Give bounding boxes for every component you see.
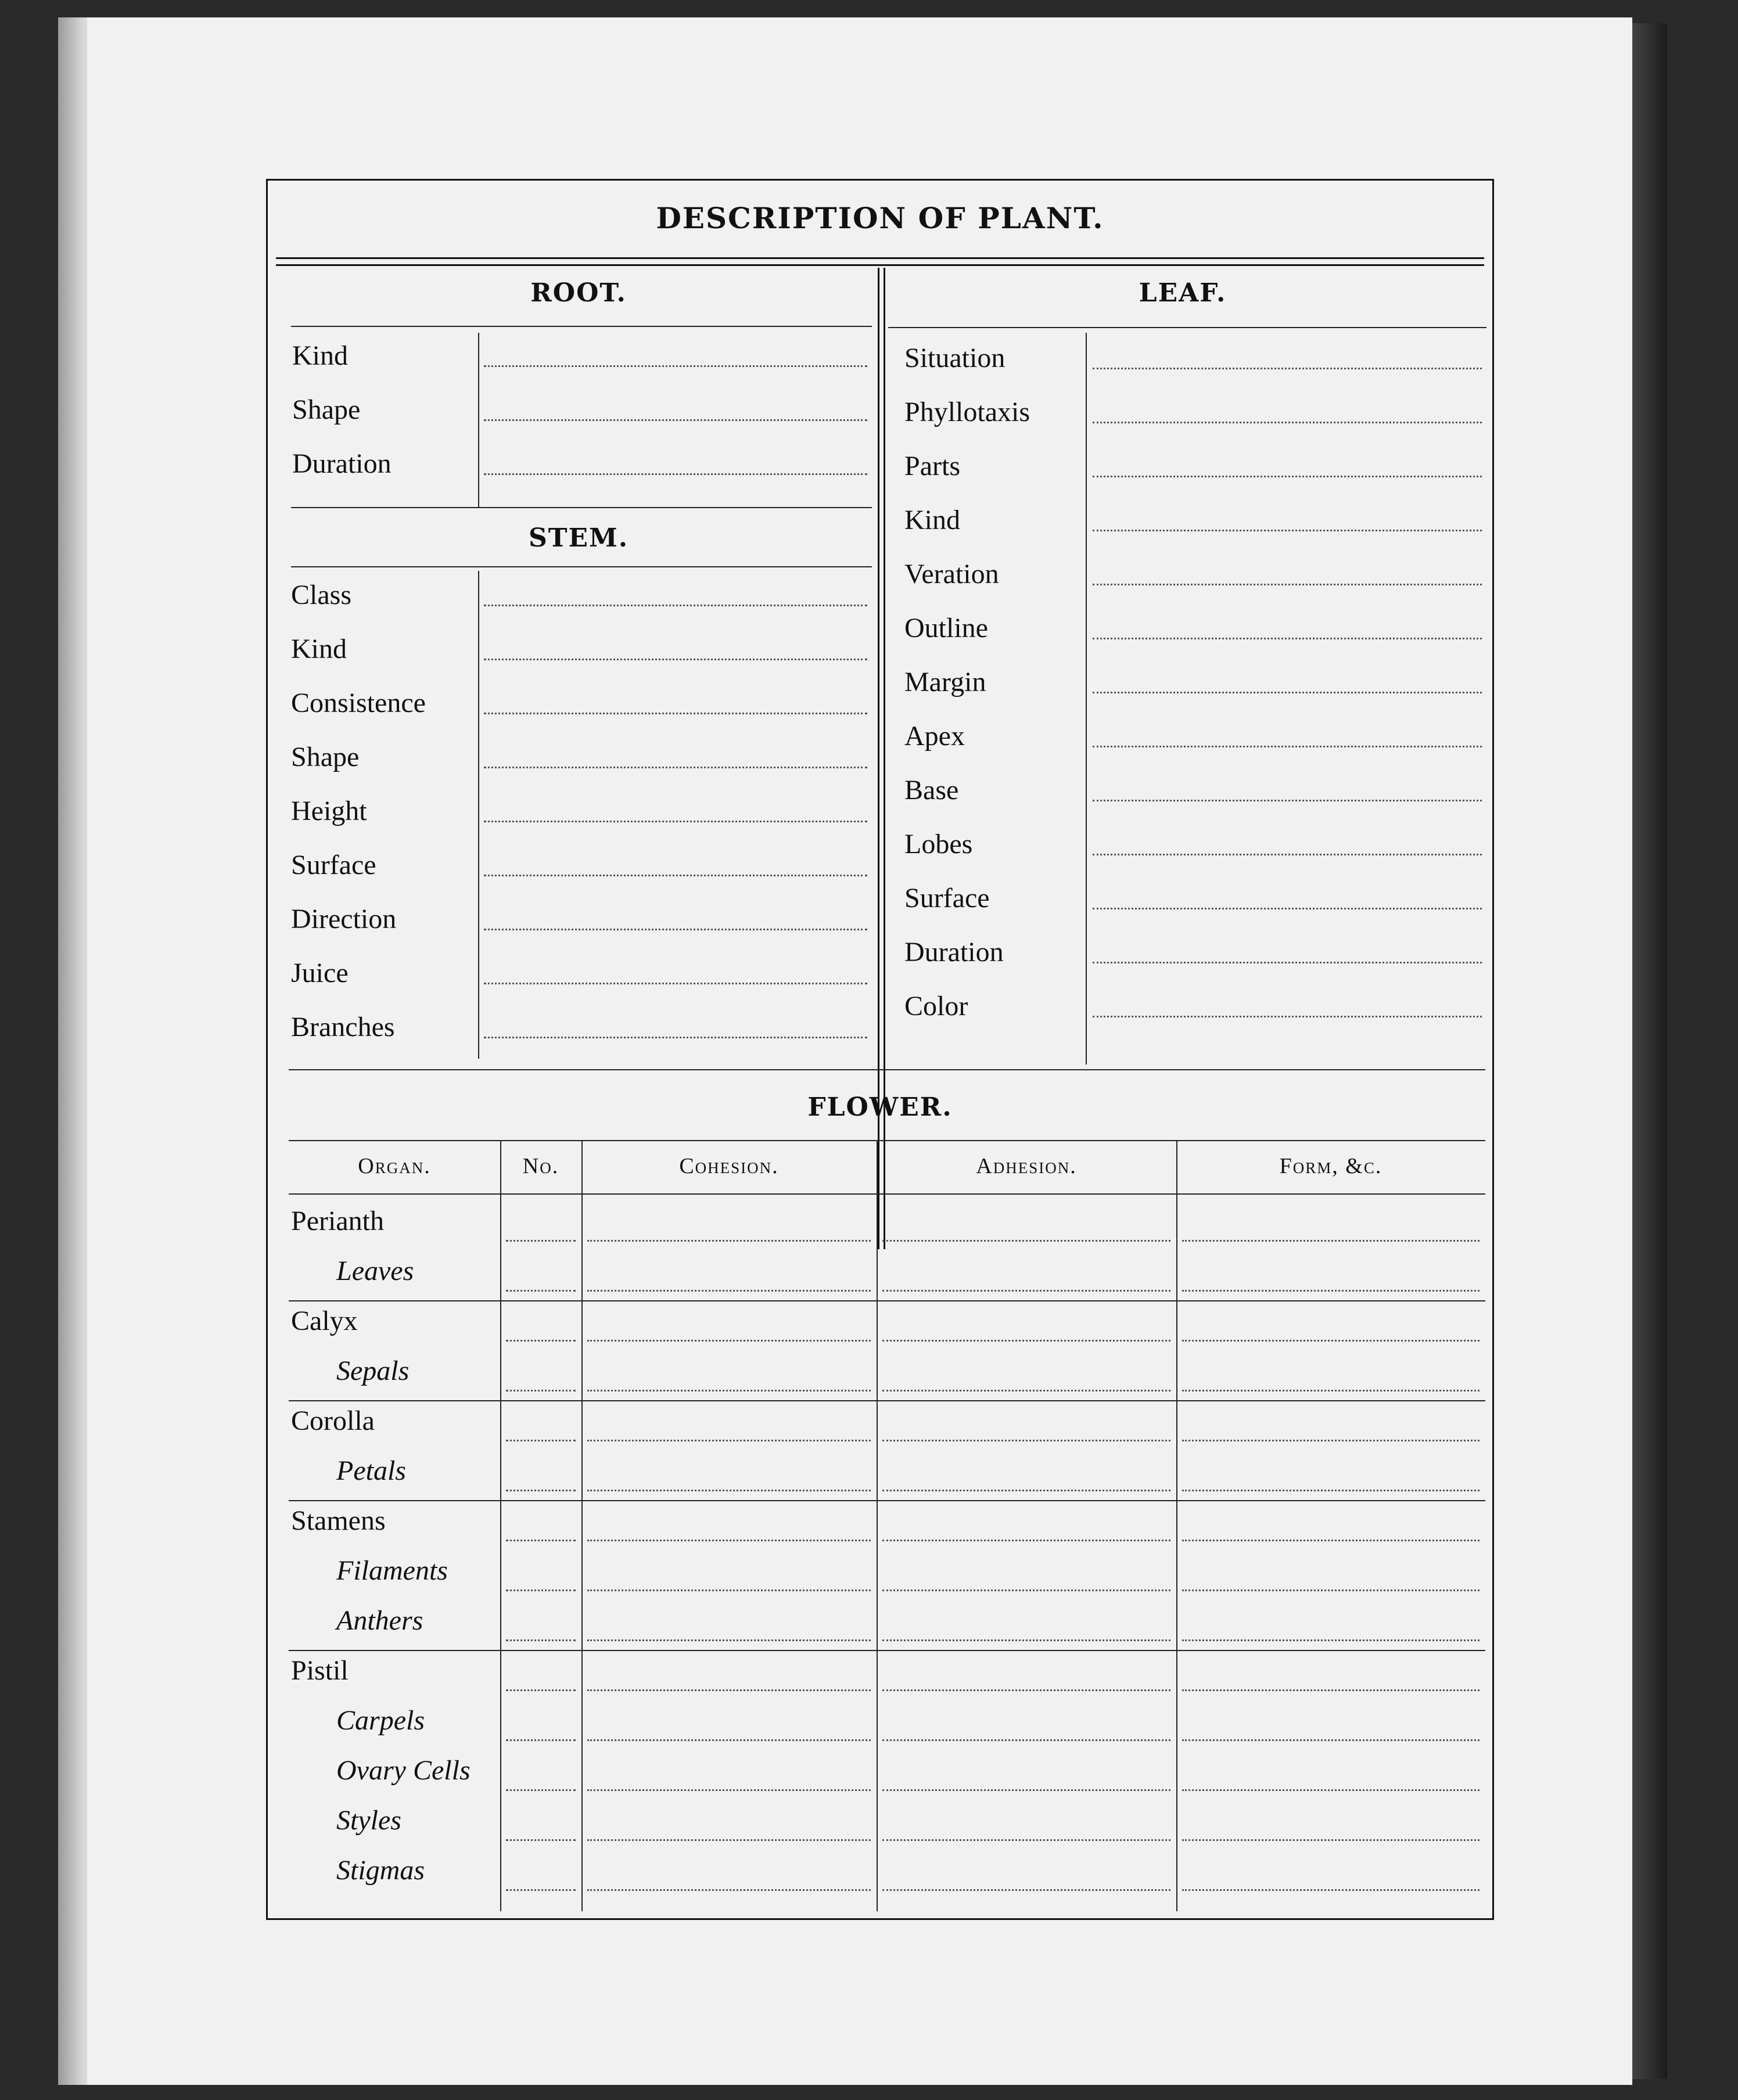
leaf-heading-rule [888, 327, 1486, 328]
flower-group-rule [289, 1650, 1485, 1651]
flower-organ-label: Corolla [291, 1405, 375, 1436]
flower-cell-line[interactable] [587, 1440, 871, 1441]
flower-cell-line[interactable] [1182, 1689, 1480, 1691]
flower-cell-line[interactable] [882, 1590, 1170, 1591]
flower-cell-line[interactable] [587, 1340, 871, 1342]
leaf-field-label: Margin [904, 667, 986, 697]
flower-cell-line[interactable] [587, 1689, 871, 1691]
flower-cell-line[interactable] [506, 1540, 576, 1541]
flower-cell-line[interactable] [506, 1590, 576, 1591]
flower-cell-line[interactable] [587, 1639, 871, 1641]
flower-cell-line[interactable] [1182, 1590, 1480, 1591]
flower-part-label: Stigmas [336, 1855, 425, 1886]
page-edge [1632, 23, 1667, 2079]
root-field-label: Duration [292, 448, 392, 479]
stem-label-divider [478, 571, 479, 1059]
flower-organ-label: Pistil [291, 1655, 349, 1686]
flower-heading-rule [289, 1140, 1485, 1141]
leaf-heading: LEAF. [1139, 278, 1227, 308]
flower-cell-line[interactable] [882, 1390, 1170, 1391]
flower-group-rule [289, 1400, 1485, 1401]
flower-column-header: Cohesion. [679, 1154, 779, 1178]
flower-cell-line[interactable] [506, 1240, 576, 1242]
leaf-field-label: Apex [904, 721, 965, 751]
leaf-field-line[interactable] [1093, 584, 1482, 585]
flower-cell-line[interactable] [1182, 1490, 1480, 1491]
root-field-label: Kind [292, 340, 348, 371]
leaf-field-label: Duration [904, 937, 1004, 968]
flower-column-divider [581, 1140, 583, 1911]
stem-field-label: Shape [291, 742, 360, 772]
plant-description-form [266, 179, 1494, 1920]
stem-heading: STEM. [528, 523, 629, 553]
flower-cell-line[interactable] [1182, 1540, 1480, 1541]
title-rule-bottom [276, 264, 1484, 266]
leaf-field-label: Veration [904, 559, 999, 589]
flower-cell-line[interactable] [882, 1789, 1170, 1791]
stem-field-line[interactable] [484, 713, 867, 714]
flower-cell-line[interactable] [587, 1839, 871, 1841]
flower-cell-line[interactable] [506, 1290, 576, 1292]
root-field-line[interactable] [484, 419, 867, 421]
leaf-field-label: Parts [904, 451, 960, 481]
stem-field-label: Branches [291, 1012, 395, 1042]
flower-cell-line[interactable] [1182, 1240, 1480, 1242]
flower-column-header: Organ. [358, 1154, 431, 1178]
flower-organ-label: Stamens [291, 1505, 386, 1536]
flower-cell-line[interactable] [587, 1590, 871, 1591]
stem-field-label: Consistence [291, 688, 426, 718]
flower-cell-line[interactable] [587, 1789, 871, 1791]
root-field-line[interactable] [484, 473, 867, 475]
flower-cell-line[interactable] [587, 1240, 871, 1242]
flower-organ-label: Perianth [291, 1206, 384, 1236]
leaf-field-line[interactable] [1093, 638, 1482, 639]
stem-field-line[interactable] [484, 821, 867, 822]
flower-cell-line[interactable] [1182, 1889, 1480, 1891]
flower-part-label: Anthers [336, 1605, 423, 1636]
flower-cell-line[interactable] [506, 1440, 576, 1441]
flower-column-divider [500, 1140, 501, 1911]
stem-field-line[interactable] [484, 929, 867, 930]
flower-cell-line[interactable] [506, 1639, 576, 1641]
flower-part-label: Ovary Cells [336, 1755, 471, 1786]
flower-cell-line[interactable] [882, 1240, 1170, 1242]
flower-cell-line[interactable] [587, 1889, 871, 1891]
stem-field-label: Juice [291, 958, 349, 988]
leaf-field-line[interactable] [1093, 800, 1482, 801]
flower-cell-line[interactable] [1182, 1639, 1480, 1641]
flower-cell-line[interactable] [882, 1490, 1170, 1491]
root-bottom-rule [291, 507, 872, 508]
flower-cell-line[interactable] [882, 1440, 1170, 1441]
flower-heading: FLOWER. [807, 1092, 953, 1122]
flower-cell-line[interactable] [882, 1290, 1170, 1292]
stem-field-label: Surface [291, 850, 376, 880]
leaf-field-label: Color [904, 991, 968, 1022]
leaf-field-label: Situation [904, 343, 1006, 373]
leaf-field-label: Base [904, 775, 959, 806]
flower-cell-line[interactable] [506, 1390, 576, 1391]
leaf-field-line[interactable] [1093, 368, 1482, 369]
flower-part-label: Carpels [336, 1705, 425, 1736]
flower-cell-line[interactable] [1182, 1789, 1480, 1791]
flower-cell-line[interactable] [1182, 1390, 1480, 1391]
title-rule-top [276, 257, 1484, 259]
flower-cell-line[interactable] [587, 1490, 871, 1491]
flower-cell-line[interactable] [506, 1689, 576, 1691]
flower-cell-line[interactable] [1182, 1290, 1480, 1292]
flower-cell-line[interactable] [1182, 1340, 1480, 1342]
flower-cell-line[interactable] [587, 1739, 871, 1741]
root-heading: ROOT. [530, 278, 627, 308]
leaf-field-line[interactable] [1093, 692, 1482, 693]
leaf-field-line[interactable] [1093, 422, 1482, 423]
flower-part-label: Styles [336, 1805, 401, 1836]
leaf-field-label: Surface [904, 883, 990, 914]
leaf-field-label: Kind [904, 505, 960, 535]
flower-organ-label: Calyx [291, 1306, 358, 1336]
root-label-divider [478, 333, 479, 507]
flower-cell-line[interactable] [882, 1889, 1170, 1891]
flower-group-rule [289, 1500, 1485, 1501]
stem-field-label: Class [291, 580, 352, 610]
flower-cell-line[interactable] [506, 1789, 576, 1791]
flower-cell-line[interactable] [882, 1839, 1170, 1841]
stem-field-line[interactable] [484, 659, 867, 660]
stem-field-label: Kind [291, 634, 347, 664]
flower-column-header: Adhesion. [976, 1154, 1077, 1178]
flower-part-label: Sepals [336, 1355, 410, 1386]
leaf-field-line[interactable] [1093, 1016, 1482, 1017]
leaf-field-line[interactable] [1093, 962, 1482, 963]
form-title: DESCRIPTION OF PLANT. [656, 201, 1104, 235]
stem-field-line[interactable] [484, 1037, 867, 1038]
stem-field-line[interactable] [484, 983, 867, 984]
leaf-field-line[interactable] [1093, 746, 1482, 747]
leaf-field-line[interactable] [1093, 908, 1482, 909]
flower-part-label: Petals [336, 1455, 406, 1486]
leaf-field-line[interactable] [1093, 476, 1482, 477]
flower-cell-line[interactable] [506, 1739, 576, 1741]
flower-cell-line[interactable] [506, 1490, 576, 1491]
flower-cell-line[interactable] [882, 1540, 1170, 1541]
stem-field-line[interactable] [484, 767, 867, 768]
flower-column-header: No. [522, 1154, 559, 1178]
flower-group-rule [289, 1300, 1485, 1301]
flower-column-divider [877, 1140, 878, 1911]
leaf-field-line[interactable] [1093, 530, 1482, 531]
flower-cell-line[interactable] [882, 1689, 1170, 1691]
flower-part-label: Leaves [336, 1256, 414, 1286]
flower-column-divider [1176, 1140, 1177, 1911]
flower-header-rule [289, 1193, 1485, 1195]
stem-field-label: Height [291, 796, 367, 826]
root-heading-rule [291, 326, 872, 327]
flower-part-label: Filaments [336, 1555, 448, 1586]
flower-cell-line[interactable] [506, 1839, 576, 1841]
leaf-label-divider [1086, 333, 1087, 1065]
flower-cell-line[interactable] [882, 1340, 1170, 1342]
flower-cell-line[interactable] [506, 1889, 576, 1891]
root-field-label: Shape [292, 394, 361, 425]
flower-cell-line[interactable] [882, 1639, 1170, 1641]
root-field-line[interactable] [484, 365, 867, 367]
stem-field-line[interactable] [484, 875, 867, 876]
leaf-field-label: Phyllotaxis [904, 397, 1030, 427]
flower-cell-line[interactable] [882, 1739, 1170, 1741]
stem-heading-rule [291, 566, 872, 567]
stem-bottom-rule [289, 1069, 1485, 1070]
flower-cell-line[interactable] [587, 1390, 871, 1391]
flower-cell-line[interactable] [1182, 1440, 1480, 1441]
flower-cell-line[interactable] [587, 1290, 871, 1292]
flower-cell-line[interactable] [506, 1340, 576, 1342]
leaf-field-label: Outline [904, 613, 988, 643]
flower-column-header: Form, &c. [1279, 1154, 1382, 1178]
flower-cell-line[interactable] [1182, 1739, 1480, 1741]
stem-field-label: Direction [291, 904, 397, 934]
flower-cell-line[interactable] [587, 1540, 871, 1541]
leaf-field-line[interactable] [1093, 854, 1482, 855]
leaf-field-label: Lobes [904, 829, 973, 860]
stem-field-line[interactable] [484, 605, 867, 606]
flower-cell-line[interactable] [1182, 1839, 1480, 1841]
